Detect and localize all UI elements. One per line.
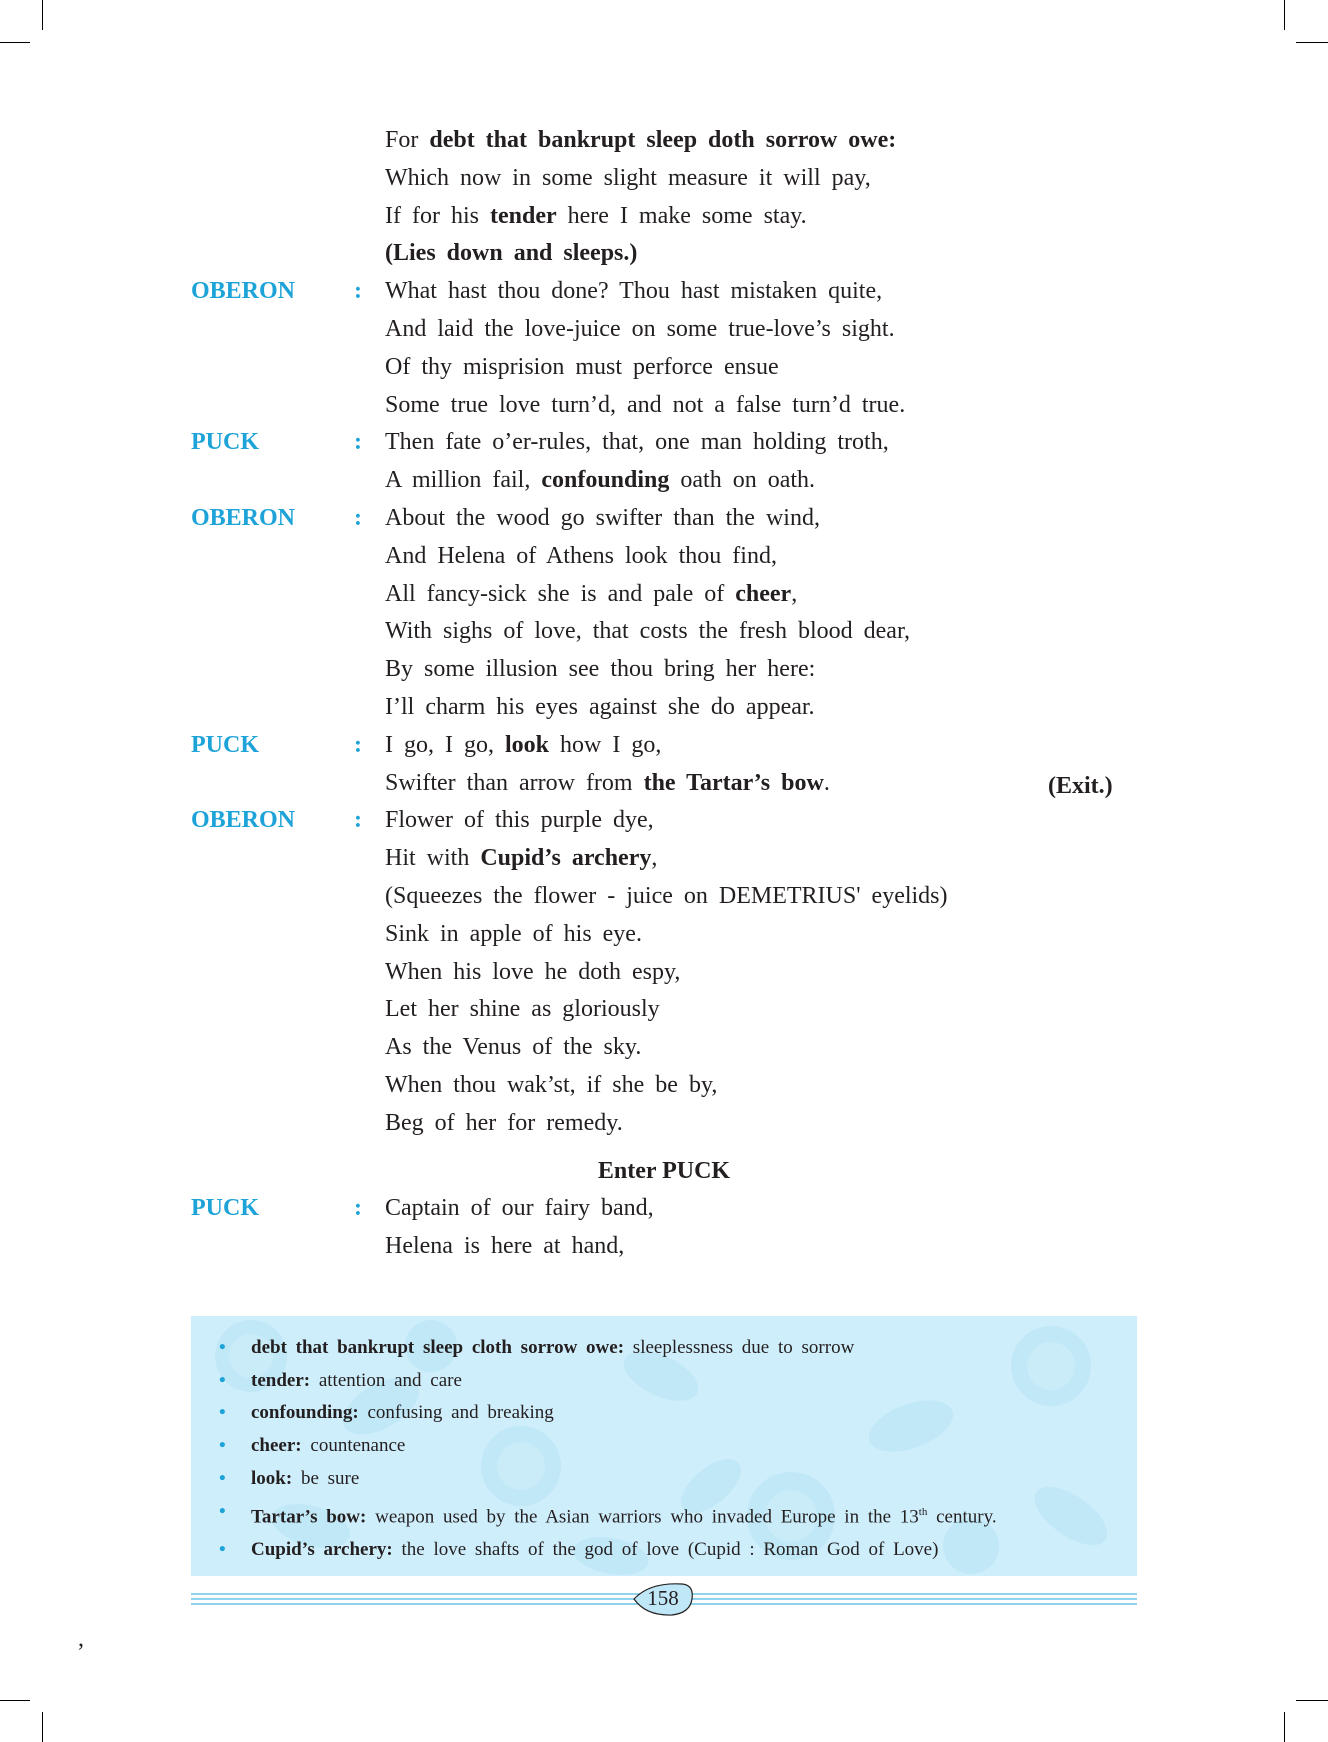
crop-mark [1284,1712,1285,1742]
glossed-term: debt that bankrupt sleep doth sorrow owe: [429,127,897,153]
page-number: 158 [647,1586,679,1610]
verse-line [385,1104,623,1142]
verse-text: When thou wak’st, if she be by, [385,1072,718,1098]
verse-line [385,348,779,386]
glossed-term: Cupid’s archery [480,845,652,872]
glossary-definition-end: century. [927,1505,997,1527]
bullet-icon: • [219,1538,226,1560]
glossary-term: tender: [251,1369,311,1391]
glossed-term: look [504,731,549,758]
verse-line [385,953,680,991]
glossed-term: the Tartar’s bow [643,769,824,796]
verse-line [385,877,948,915]
verse-line [385,990,660,1028]
glossary-list [219,1332,997,1566]
page-number-badge [632,1582,694,1616]
verse-text: here I make some stay. [556,202,807,229]
verse-line [385,612,910,650]
bullet-icon: • [219,1500,226,1522]
glossary-definition: countenance [301,1435,406,1457]
verse-text: , [651,845,658,872]
verse-text: As the Venus of the sky. [385,1034,642,1061]
verse-text: , [791,580,798,607]
glossed-term: confounding [541,467,670,494]
glossary-term: Tartar’s bow: [251,1505,367,1527]
verse-line [385,197,807,235]
glossary-term: cheer: [251,1435,302,1457]
glossed-term: tender [489,202,557,229]
glossary-item [219,1534,997,1567]
verse-line [385,1066,717,1104]
verse-line [385,272,882,310]
verse-line [385,423,889,461]
speaker-colon: : [354,1195,362,1221]
stage-direction [0,1152,1328,1190]
verse-text: Beg of her for remedy. [385,1109,623,1136]
glossary-term: debt that bankrupt sleep cloth sorrow owe: [251,1337,625,1358]
verse-text: About the wood go swifter than the wind, [385,505,820,531]
verse-text: And laid the love-juice on some true-love’s sight. [385,316,895,342]
speaker-name: PUCK [191,1195,259,1221]
glossary-definition: sleeplessness due to sorrow [624,1337,855,1358]
glossed-term: (Lies down and sleeps.) [385,240,638,267]
crop-mark [42,0,43,30]
verse-text: Which now in some slight measure it will pay, [385,164,871,191]
verse-text: What hast thou done? Thou hast mistaken quite, [385,278,883,305]
exit-direction: (Exit.) [1048,773,1113,799]
glossary-definition: the love shafts of the god of love (Cupid : Roman God of Love) [392,1538,939,1560]
speaker-colon: : [354,278,362,305]
crop-mark [42,1712,43,1742]
verse-line [385,764,830,802]
glossary-definition: weapon used by the Asian warriors who invaded Europe in the 13 [366,1505,919,1527]
verse-line [385,234,637,272]
glossary-term: confounding: [251,1402,359,1424]
bullet-icon: • [219,1337,226,1358]
verse-text: By some illusion see thou bring her here: [385,656,816,683]
verse-line [385,801,654,839]
bullet-icon: • [219,1435,226,1457]
speaker-colon: : [354,731,362,758]
verse-line [385,1227,624,1265]
glossary-definition: attention and care [310,1369,462,1391]
verse-line [385,839,657,877]
speaker-name: OBERON [191,807,296,834]
verse-text: how I go, [549,731,662,758]
verse-line [385,1189,654,1227]
verse-text: Some true love turn’d, and not a false turn’d true. [385,391,906,418]
glossary-item [219,1332,997,1365]
speaker-colon: : [354,505,362,531]
bullet-icon: • [219,1369,226,1391]
glossary-item [219,1365,997,1398]
speaker-name: PUCK [191,731,259,758]
speaker-name: PUCK [191,429,259,456]
verse-text: . [823,769,830,796]
crop-mark [0,42,30,43]
verse-line [385,650,815,688]
glossary-term: Cupid’s archery: [251,1538,393,1560]
superscript: th [918,1505,928,1518]
verse-text: Flower of this purple dye, [385,807,654,834]
verse-text: Then fate o’er-rules, that, one man holding troth, [385,429,889,456]
verse-text: Let her shine as gloriously [385,996,660,1023]
verse-line [385,575,797,613]
verse-text: All fancy-sick she is and pale of [385,580,736,607]
verse-text: Helena is here at hand, [385,1232,625,1259]
crop-mark [0,1700,30,1701]
glossary-item [219,1496,997,1534]
speaker-name: OBERON [191,505,296,531]
verse-text: And Helena of Athens look thou find, [385,542,777,569]
speaker-name: OBERON [191,278,296,305]
verse-text: Sink in apple of his eye. [385,920,642,947]
verse-line [385,159,871,197]
verse-line [385,310,895,348]
verse-line [385,386,905,424]
verse-text: Of thy misprision must perforce ensue [385,353,779,380]
glossary-box [191,1316,1137,1576]
verse-line [385,537,777,575]
glossary-item [219,1463,997,1496]
crop-mark [1296,42,1328,43]
verse-line [385,461,815,499]
glossary-item [219,1430,997,1463]
speaker-colon: : [354,429,362,456]
glossary-item [219,1397,997,1430]
verse-text: I go, I go, [385,731,505,758]
glossary-definition: confusing and breaking [358,1402,554,1424]
verse-line [385,121,896,159]
verse-line [385,915,642,953]
verse-text: When his love he doth espy, [385,958,681,985]
verse-text: oath on oath. [669,467,816,494]
verse-text: Captain of our fairy band, [385,1195,654,1221]
glossary-definition: be sure [292,1467,360,1489]
crop-mark [1296,1700,1328,1701]
verse-text: Hit with [385,845,481,872]
glossary-term: look: [251,1467,293,1489]
verse-line [385,1028,641,1066]
verse-text: For [385,127,430,153]
bullet-icon: • [219,1467,226,1489]
speaker-colon: : [354,807,362,834]
stray-mark: , [78,1626,84,1652]
verse-text: Swifter than arrow from [385,769,644,796]
verse-text: With sighs of love, that costs the fresh blood dear, [385,618,910,645]
bullet-icon: • [219,1402,226,1424]
verse-text: I’ll charm his eyes against she do appear. [385,694,815,720]
verse-text: If for his [385,202,490,229]
verse-line [385,499,820,537]
stage-direction-text: Enter PUCK [597,1158,731,1184]
verse-line [385,688,815,726]
verse-text: A million fail, [385,467,542,494]
glossed-term: cheer [735,580,792,607]
crop-mark [1284,0,1285,30]
verse-line [385,726,661,764]
verse-text: (Squeezes the flower - juice on DEMETRIUS' eyelids) [385,883,948,909]
